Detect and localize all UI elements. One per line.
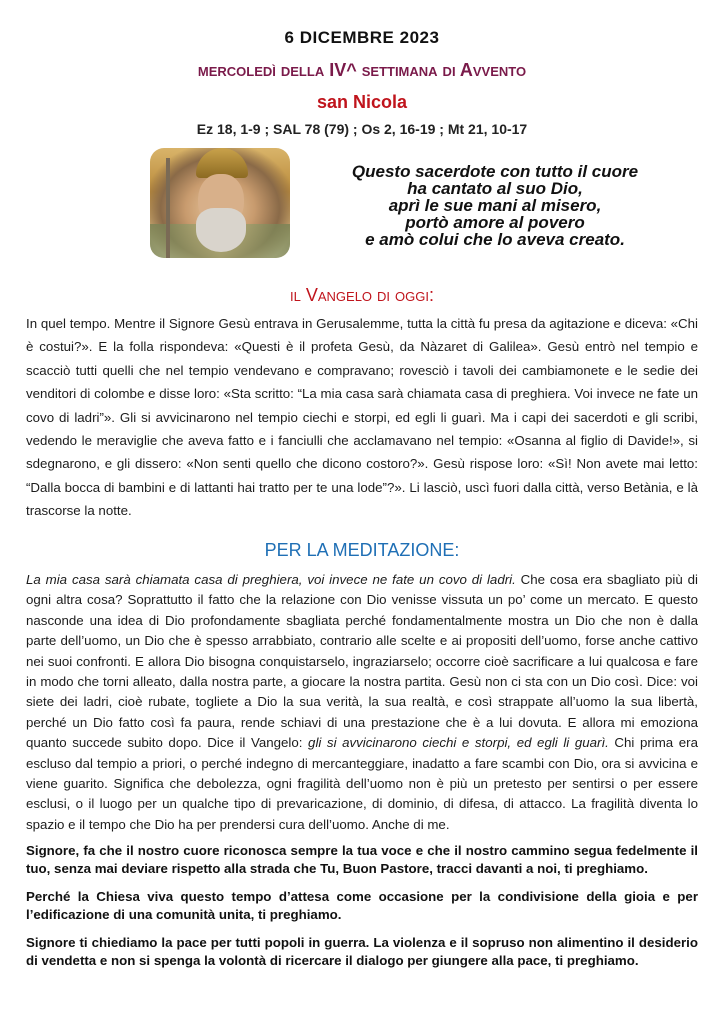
saint-name: san Nicola — [316, 92, 408, 112]
quote-line: e amò colui che lo aveva creato. — [365, 230, 625, 249]
meditation-italic-quote: La mia casa sarà chiamata casa di preghiera, voi invece ne fate un covo di ladri. — [26, 572, 516, 587]
gospel-section-title: il Vangelo di oggi: — [290, 285, 434, 305]
quote-line: ha cantato al suo Dio, — [407, 179, 583, 198]
prayer-item: Perché la Chiesa viva questo tempo d’attesa come occasione per la condivisione della gioia e per l’edificazione di una comunità unita, ti preghiamo. — [26, 889, 698, 922]
quote-line: Questo sacerdote con tutto il cuore — [351, 162, 639, 181]
prayers-list — [26, 842, 698, 980]
meditation-section-title: PER LA MEDITAZIONE: — [264, 540, 460, 560]
meditation-italic-quote: gli si avvicinarono ciechi e storpi, ed egli li guarì. — [308, 735, 609, 751]
quote-line: aprì le sue mani al misero, — [388, 196, 602, 215]
gospel-text: In quel tempo. Mentre il Signore Gesù entrava in Gerusalemme, tutta la città fu presa da agitazione e diceva: «Chi è costui?». E la folla rispondeva: «Questi è il profeta Gesù, da Nàzaret di Galilea». Gesù entrò nel tempio e scacciò tutti quelli che nel tempio vendevano e compravano; rovesciò i tavoli dei cambiamonete e le sedie dei venditori di colombe e disse loro: «Sta scritto: “La mia casa sarà chiamata casa di preghiera. Voi invece ne fate un covo di ladri”». Gli si avvicinarono nel tempio ciechi e storpi, ed egli li guarì. Ma i capi dei sacerdoti e gli scribi, vedendo le meraviglie che aveva fatto e i fanciulli che acclamavano nel tempio: «Osanna al figlio di Davide!», si sdegnarono, e gli dissero: «Non senti quello che dicono costoro?». Gesù rispose loro: «Sì! Non avete mai letto: “Dalla bocca di bambini e di lattanti hai tratto per te una lode”?». Li lasciò, uscì fuori dalla città, verso Betània, e là trascorse la notte. — [26, 316, 698, 519]
date-heading: 6 DICEMBRE 2023 — [284, 28, 440, 47]
portrait-staff — [166, 158, 170, 258]
dedication-quote — [300, 163, 690, 248]
prayer-item: Signore, fa che il nostro cuore riconosca sempre la tua voce e che il nostro cammino segua fedelmente il tuo, senza mai deviare rispetto alla strada che Tu, Buon Pastore, tracci davanti a noi, ti preghiamo. — [26, 843, 698, 876]
readings-references: Ez 18, 1-9 ; SAL 78 (79) ; Os 2, 16-19 ; Mt 21, 10-17 — [196, 121, 528, 137]
portrait-beard — [196, 208, 246, 252]
meditation-body-part: Chi prima era escluso dal tempio a priori, o perché indegno di mercanteggiare, inadatto a fare scambi con Dio, ora si avvicina e viene guarito. Significa che debolezza, ogni fragilità dell’uomo non è più un pretesto per sentirsi o per essere esclusi, o il luogo per un qualche tipo di prevaricazione, di dominio, di difesa, di attacco. La fragilità diventa lo spazio e il tempo che Dio ha per prendersi cura dell’uomo. Anche di me. — [26, 735, 699, 832]
prayer-item: Signore ti chiediamo la pace per tutti popoli in guerra. La violenza e il sopruso non alimentino il desiderio di vendetta e non si spenga la volontà di ricercare il dialogo per giungere alla pace, ti preghiamo. — [26, 935, 698, 968]
liturgical-day: mercoledì della IV^ settimana di Avvento — [197, 60, 527, 80]
quote-line: portò amore al povero — [405, 213, 585, 232]
saint-portrait-image — [150, 148, 290, 258]
meditation-body-part: Che cosa era sbagliato più di ogni altra cosa? Soprattutto il fatto che la relazione con Dio venisse vissuta un po’ come un mercato. E questo nasconde una idea di Dio profondamente sbagliata perché fondamentalmente mostra un Dio che non è dalla parte dell’uomo, un Dio che è spesso arrabbiato, contrario alle scelte e ai propositi dell’uomo, forse anche cattivo nei suoi confronti. E allora Dio bisogna conquistarselo, ingraziarselo; occorre cioè sacrificare a lui qualcosa e fare in modo che torni alleato, dalla nostra parte, a giocare la nostra partita. Gesù non ci sta con un Dio così. Dice: voi siete dei ladri, cioè rubate, togliete a Dio la sua verità, la sua realtà, e così strappate all’uomo la sua libertà, perché un Dio fatto così fa paura, rende schiavi di una prestazione che è a lui dovuta. E allora mi emoziona quanto succede subito dopo. Dice il Vangelo: — [26, 572, 698, 751]
meditation-text — [26, 570, 698, 835]
